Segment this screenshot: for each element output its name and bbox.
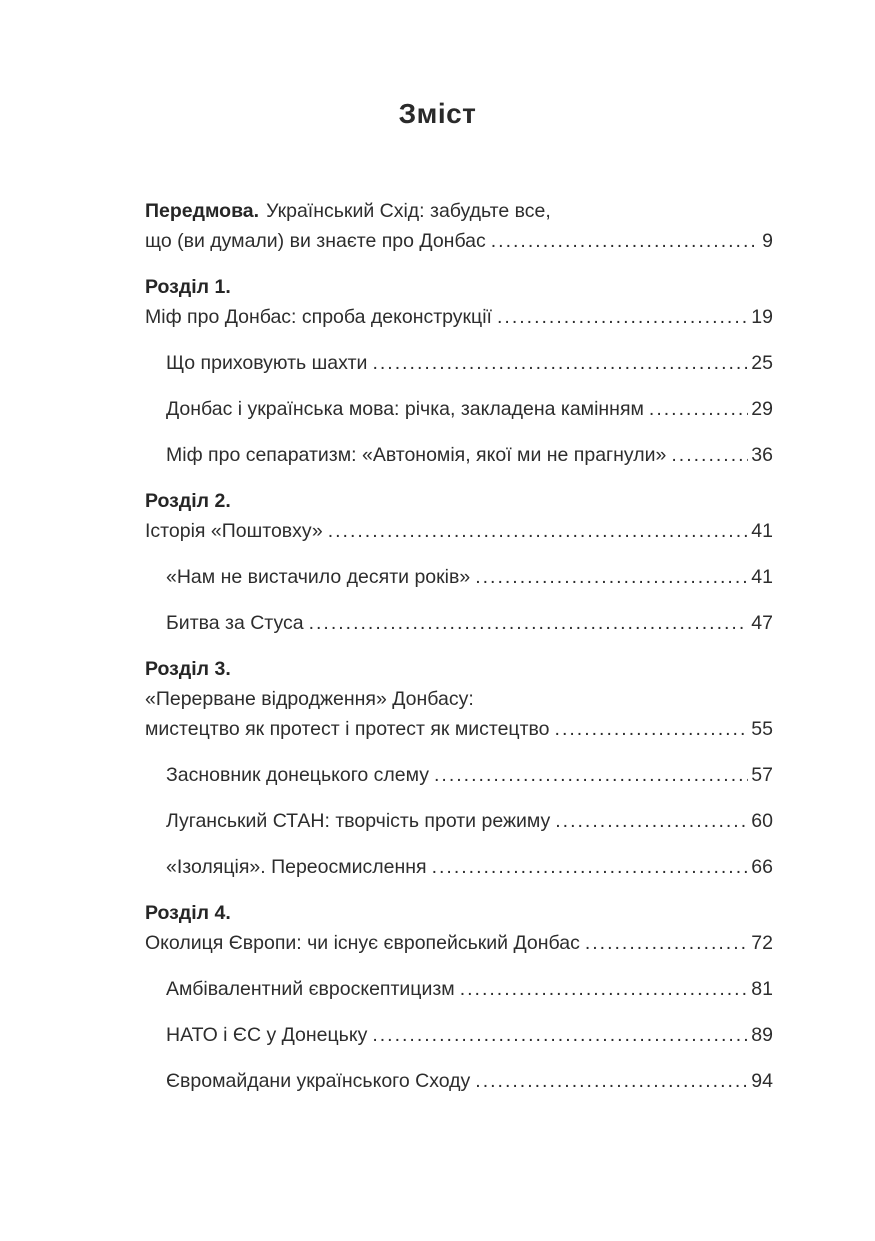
toc-sub-entry bbox=[145, 806, 773, 836]
toc-chapter-heading bbox=[145, 486, 773, 516]
dot-leader bbox=[309, 608, 749, 638]
toc-chapter-heading bbox=[145, 654, 773, 684]
toc-entry-text: Міф про сепаратизм: «Автономія, якої ми не прагнули» bbox=[166, 444, 667, 466]
dot-leader bbox=[475, 1066, 748, 1096]
dot-leader bbox=[585, 928, 748, 958]
toc-page-number: 25 bbox=[751, 352, 773, 374]
toc-entry-text: Битва за Стуса bbox=[166, 612, 304, 634]
toc-page-number: 94 bbox=[751, 1070, 773, 1092]
toc-sub-entry bbox=[145, 562, 773, 592]
toc-entry-text: «Ізоляція». Переосмислення bbox=[166, 856, 427, 878]
toc-entry-text: Євромайдани українського Сходу bbox=[166, 1070, 471, 1092]
toc-sub-entry bbox=[145, 348, 773, 378]
dot-leader bbox=[671, 440, 748, 470]
toc-entry-text: мистецтво як протест і протест як мистецтво bbox=[145, 718, 550, 740]
dot-leader bbox=[328, 516, 749, 546]
toc-preface-line-2 bbox=[145, 226, 773, 256]
toc-chapter-label: Розділ 4. bbox=[145, 902, 231, 924]
toc-sub-entry bbox=[145, 760, 773, 790]
dot-leader bbox=[491, 226, 759, 256]
dot-leader bbox=[372, 1020, 748, 1050]
dot-leader bbox=[372, 348, 748, 378]
toc-entry-text: Околиця Європи: чи існує європейський Донбас bbox=[145, 932, 580, 954]
toc-chapter-heading bbox=[145, 898, 773, 928]
toc-chapter-label: Розділ 2. bbox=[145, 490, 231, 512]
toc-preface-label: Передмова. bbox=[145, 200, 260, 222]
toc-page-number: 57 bbox=[751, 764, 773, 786]
toc-sub-entry bbox=[145, 1066, 773, 1096]
toc-chapter-title-line-2 bbox=[145, 714, 773, 744]
dot-leader bbox=[434, 760, 748, 790]
toc-sub-entry bbox=[145, 608, 773, 638]
toc-page-number: 36 bbox=[751, 444, 773, 466]
dot-leader bbox=[555, 806, 748, 836]
toc-page-number: 9 bbox=[762, 230, 773, 252]
toc-page-number: 89 bbox=[751, 1024, 773, 1046]
toc-chapter-title-line-1 bbox=[145, 684, 773, 714]
toc-page-number: 29 bbox=[751, 398, 773, 420]
toc-sub-entry bbox=[145, 1020, 773, 1050]
table-of-contents bbox=[145, 196, 773, 1096]
toc-entry-text: Історія «Поштовху» bbox=[145, 520, 323, 542]
toc-entry-text: «Нам не вистачило десяти років» bbox=[166, 566, 471, 588]
toc-page-number: 55 bbox=[751, 718, 773, 740]
toc-entry-text: Що приховують шахти bbox=[166, 352, 368, 374]
toc-chapter-heading bbox=[145, 272, 773, 302]
toc-entry-text: Міф про Донбас: спроба деконструкції bbox=[145, 306, 492, 328]
toc-page-number: 60 bbox=[751, 810, 773, 832]
dot-leader bbox=[649, 394, 748, 424]
toc-chapter-label: Розділ 1. bbox=[145, 276, 231, 298]
toc-page-number: 72 bbox=[751, 932, 773, 954]
toc-page-number: 41 bbox=[751, 566, 773, 588]
toc-entry-text: що (ви думали) ви знаєте про Донбас bbox=[145, 230, 486, 252]
dot-leader bbox=[475, 562, 748, 592]
toc-chapter-title bbox=[145, 302, 773, 332]
toc-entry-text: НАТО і ЄС у Донецьку bbox=[166, 1024, 368, 1046]
toc-entry-text: «Перерване відродження» Донбасу: bbox=[145, 688, 474, 710]
toc-chapter-label: Розділ 3. bbox=[145, 658, 231, 680]
toc-entry-text: Донбас і українська мова: річка, закладена камінням bbox=[166, 398, 644, 420]
toc-page-number: 19 bbox=[751, 306, 773, 328]
toc-page-number: 66 bbox=[751, 856, 773, 878]
toc-entry-text: Засновник донецького слему bbox=[166, 764, 430, 786]
toc-page-number: 41 bbox=[751, 520, 773, 542]
toc-title: Зміст bbox=[398, 98, 477, 129]
toc-chapter-title bbox=[145, 516, 773, 546]
toc-sub-entry bbox=[145, 440, 773, 470]
toc-chapter-title bbox=[145, 928, 773, 958]
toc-page-number: 47 bbox=[751, 612, 773, 634]
dot-leader bbox=[460, 974, 749, 1004]
toc-preface-line-1 bbox=[145, 196, 773, 226]
toc-entry-text: Амбівалентний євроскептицизм bbox=[166, 978, 455, 1000]
toc-sub-entry bbox=[145, 852, 773, 882]
dot-leader bbox=[497, 302, 748, 332]
toc-sub-entry bbox=[145, 394, 773, 424]
dot-leader bbox=[432, 852, 749, 882]
toc-sub-entry bbox=[145, 974, 773, 1004]
toc-page-number: 81 bbox=[751, 978, 773, 1000]
toc-entry-text: Український Схід: забудьте все, bbox=[266, 200, 551, 222]
toc-entry-text: Луганський СТАН: творчість проти режиму bbox=[166, 810, 551, 832]
dot-leader bbox=[555, 714, 749, 744]
